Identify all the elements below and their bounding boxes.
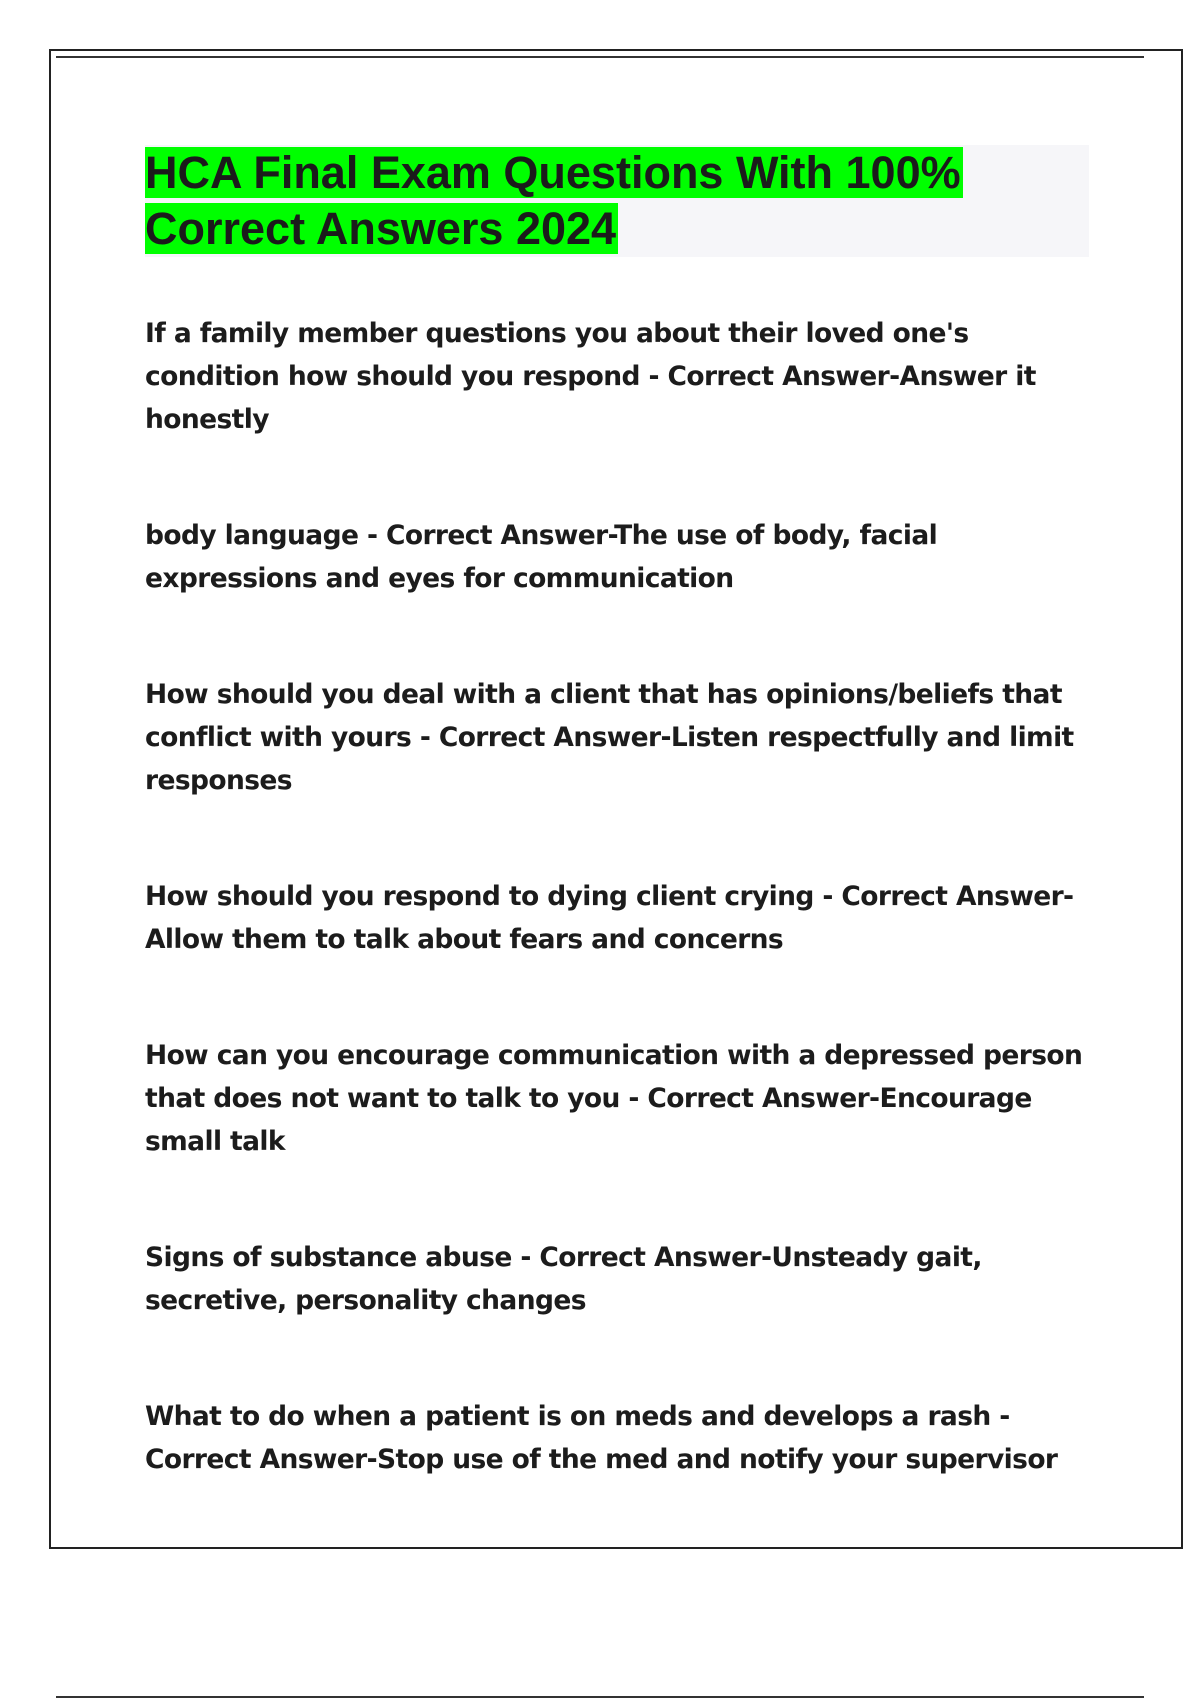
- qa-item: Signs of substance abuse - Correct Answer-Unsteady gait, secretive, personality changes: [145, 1242, 982, 1316]
- qa-item: How should you deal with a client that has opinions/beliefs that conflict with yours - Correct Answer-Listen respectfully and limit responses: [145, 679, 1074, 796]
- qa-item: body language - Correct Answer-The use of body, facial expressions and eyes for communication: [145, 520, 938, 594]
- qa-item: How should you respond to dying client crying - Correct Answer-Allow them to talk about fears and concerns: [145, 881, 1074, 955]
- page-title: [145, 145, 1089, 257]
- header-rule: [56, 56, 1144, 58]
- qa-item: How can you encourage communication with a depressed person that does not want to talk to you - Correct Answer-Encourage small talk: [145, 1040, 1083, 1157]
- title-block: [145, 145, 1089, 257]
- qa-item: What to do when a patient is on meds and develops a rash - Correct Answer-Stop use of the med and notify your supervisor: [145, 1401, 1058, 1475]
- footer-rule: [56, 1696, 1144, 1698]
- qa-item: If a family member questions you about their loved one's condition how should you respond - Correct Answer-Answer it honestly: [145, 318, 1036, 435]
- title-highlight: HCA Final Exam Questions With 100% Correct Answers 2024: [145, 147, 961, 254]
- question-answer-list: [145, 312, 1090, 1481]
